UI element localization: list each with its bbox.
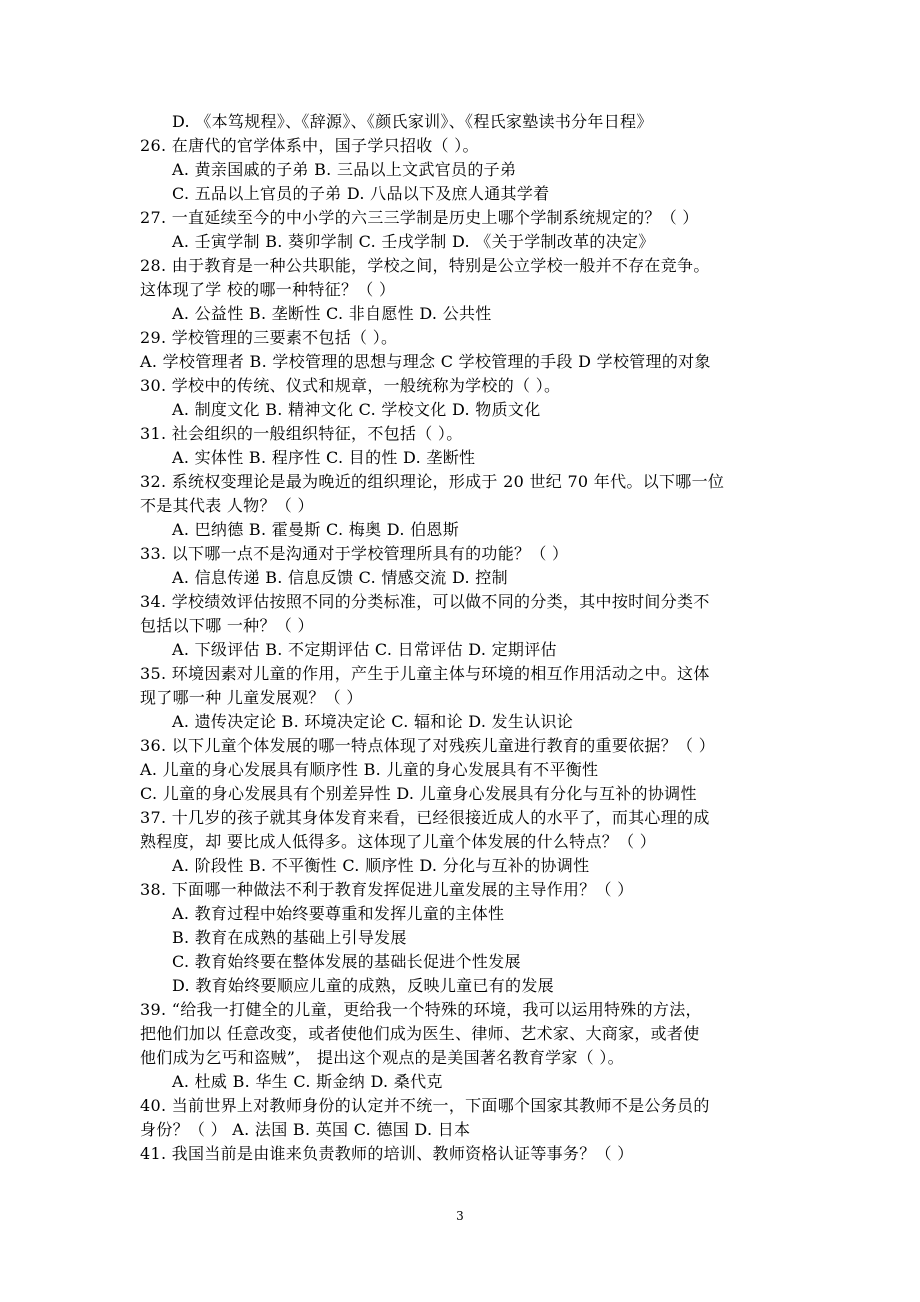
question-line: 这体现了学 校的哪一种特征？（ ） <box>140 280 396 299</box>
question-line: 29. 学校管理的三要素不包括（ ）。 <box>140 328 398 347</box>
page-number: 3 <box>456 1209 464 1223</box>
option-line: A. 下级评估 B. 不定期评估 C. 日常评估 D. 定期评估 <box>172 640 557 659</box>
question-line: 36. 以下儿童个体发展的哪一特点体现了对残疾儿童进行教育的重要依据？（ ） <box>140 736 716 755</box>
option-line: A. 实体性 B. 程序性 C. 目的性 D. 垄断性 <box>172 448 476 467</box>
question-line: 27. 一直延续至今的中小学的六三三学制是历史上哪个学制系统规定的？（ ） <box>140 208 699 227</box>
question-line: 37. 十几岁的孩子就其身体发育来看，已经很接近成人的水平了，而其心理的成 <box>140 808 710 827</box>
option-line: D. 教育始终要顺应儿童的成熟，反映儿童已有的发展 <box>172 976 554 995</box>
question-line: 熟程度，却 要比成人低得多。这体现了儿童个体发展的什么特点？（ ） <box>140 832 657 851</box>
question-line: 33. 以下哪一点不是沟通对于学校管理所具有的功能？（ ） <box>140 544 569 563</box>
question-line: 40. 当前世界上对教师身份的认定并不统一，下面哪个国家其教师不是公务员的 <box>140 1096 710 1115</box>
question-line: 26. 在唐代的官学体系中，国子学只招收（ ）。 <box>140 136 479 155</box>
option-line: A. 巴纳德 B. 霍曼斯 C. 梅奥 D. 伯恩斯 <box>172 520 459 539</box>
option-line: A. 黄亲国戚的子弟 B. 三品以上文武官员的子弟 <box>172 160 517 179</box>
option-line: A. 壬寅学制 B. 葵卯学制 C. 壬戌学制 D. 《关于学制改革的决定》 <box>172 232 655 251</box>
option-line: C. 教育始终要在整体发展的基础长促进个性发展 <box>172 952 521 971</box>
option-line: A. 信息传递 B. 信息反馈 C. 情感交流 D. 控制 <box>172 568 508 587</box>
question-line: 39. “给我一打健全的儿童，更给我一个特殊的环境，我可以运用特殊的方法， <box>140 1000 702 1019</box>
question-line: 他们成为乞丐和盗贼”， 提出这个观点的是美国著名教育学家（ ）。 <box>140 1048 624 1067</box>
option-line: C. 儿童的身心发展具有个别差异性 D. 儿童身心发展具有分化与互补的协调性 <box>140 784 697 803</box>
option-line: D. 《本笃规程》、《辞源》、《颜氏家训》、《程氏家塾读书分年日程》 <box>172 112 653 131</box>
question-line: 34. 学校绩效评估按照不同的分类标准，可以做不同的分类，其中按时间分类不 <box>140 592 710 611</box>
option-line: A. 学校管理者 B. 学校管理的思想与理念 C 学校管理的手段 D 学校管理的对象 <box>140 352 711 371</box>
question-line: 包括以下哪 一种？（ ） <box>140 616 314 635</box>
question-line: 32. 系统权变理论是最为晚近的组织理论，形成于 20 世纪 70 年代。以下哪一位 <box>140 472 725 491</box>
question-line: 现了哪一种 儿童发展观？（ ） <box>140 688 363 707</box>
question-line: 不是其代表 人物？（ ） <box>140 496 314 515</box>
option-line: B. 教育在成熟的基础上引导发展 <box>172 928 407 947</box>
question-line: 30. 学校中的传统、仪式和规章，一般统称为学校的（ ）。 <box>140 376 561 395</box>
option-line: A. 儿童的身心发展具有顺序性 B. 儿童的身心发展具有不平衡性 <box>140 760 599 779</box>
option-line: A. 教育过程中始终要尊重和发挥儿童的主体性 <box>172 904 505 923</box>
option-line: A. 制度文化 B. 精神文化 C. 学校文化 D. 物质文化 <box>172 400 541 419</box>
option-line: C. 五品以上官员的子弟 D. 八品以下及庶人通其学着 <box>172 184 550 203</box>
option-line: A. 遗传决定论 B. 环境决定论 C. 辐和论 D. 发生认识论 <box>172 712 574 731</box>
question-line: 把他们加以 任意改变，或者使他们成为医生、律师、艺术家、大商家，或者使 <box>140 1024 700 1043</box>
option-line: A. 阶段性 B. 不平衡性 C. 顺序性 D. 分化与互补的协调性 <box>172 856 590 875</box>
question-line: 28. 由于教育是一种公共职能，学校之间，特别是公立学校一般并不存在竞争。 <box>140 256 710 275</box>
question-line: 35. 环境因素对儿童的作用，产生于儿童主体与环境的相互作用活动之中。这体 <box>140 664 710 683</box>
option-line: A. 杜威 B. 华生 C. 斯金纳 D. 桑代克 <box>172 1072 443 1091</box>
question-line: 38. 下面哪一种做法不利于教育发挥促进儿童发展的主导作用？（ ） <box>140 880 634 899</box>
question-line: 41. 我国当前是由谁来负责教师的培训、教师资格认证等事务？（ ） <box>140 1144 634 1163</box>
option-line: A. 公益性 B. 垄断性 C. 非自愿性 D. 公共性 <box>172 304 492 323</box>
question-line: 身份？（ ） A. 法国 B. 英国 C. 德国 D. 日本 <box>140 1120 471 1139</box>
question-line: 31. 社会组织的一般组织特征，不包括（ ）。 <box>140 424 463 443</box>
